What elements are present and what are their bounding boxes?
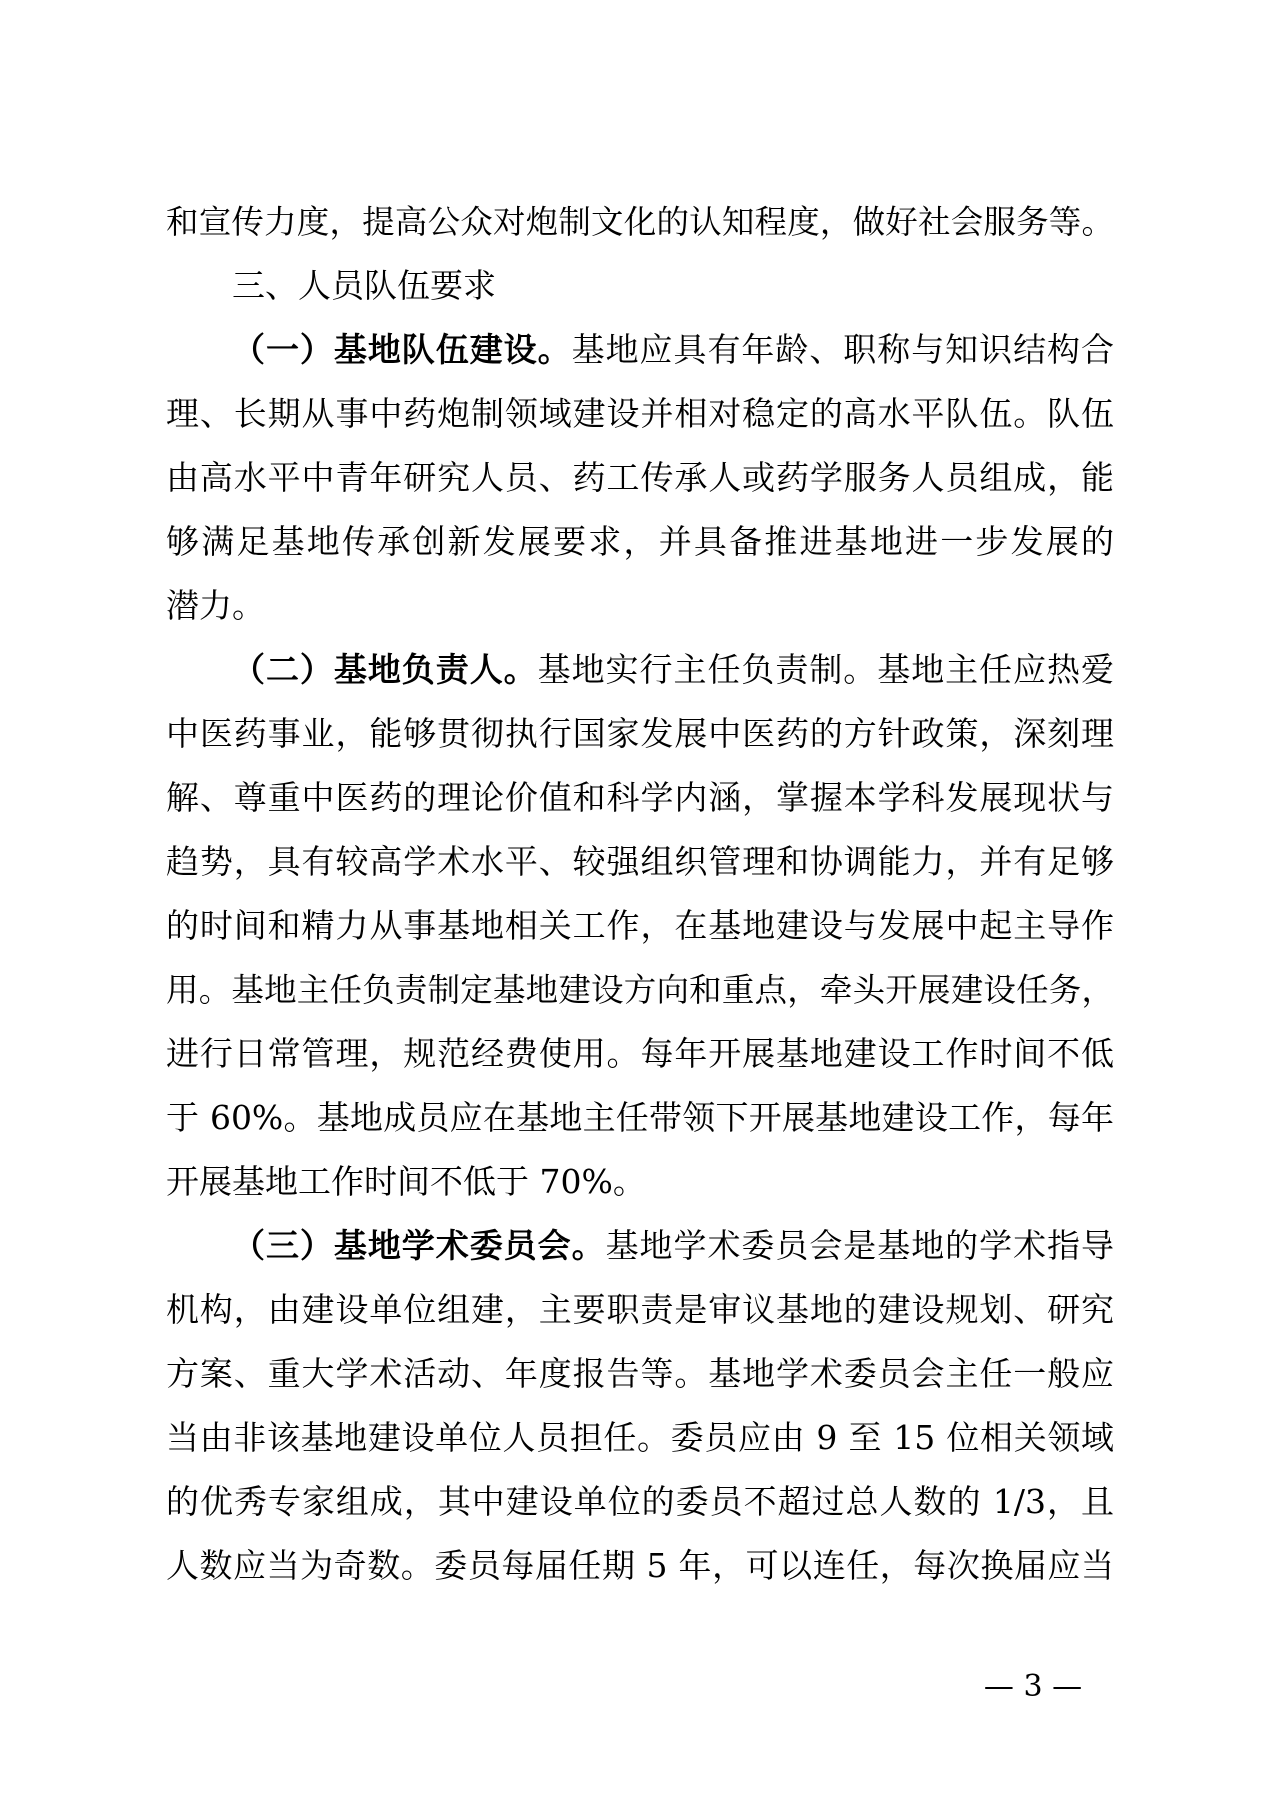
text-line: 潜力。	[166, 586, 265, 625]
paragraph-first-line	[232, 638, 1114, 702]
text-line: 由高水平中青年研究人员、药工传承人或药学服务人员组成，能	[166, 458, 1114, 497]
paragraph-text: 基地学术委员会是基地的学术指导	[605, 1226, 1115, 1265]
page-number: — 3 —	[983, 1669, 1083, 1704]
text-line: 进行日常管理，规范经费使用。每年开展基地建设工作时间不低	[166, 1034, 1114, 1073]
text-line: 够满足基地传承创新发展要求，并具备推进基地进一步发展的	[166, 522, 1114, 561]
text-line: 中医药事业，能够贯彻执行国家发展中医药的方针政策，深刻理	[166, 714, 1114, 753]
text-line: 解、尊重中医药的理论价值和科学内涵，掌握本学科发展现状与	[166, 778, 1114, 817]
paragraph-text: 基地实行主任负责制。基地主任应热爱	[537, 650, 1115, 689]
text-line: 人数应当为奇数。委员每届任期 5 年，可以连任，每次换届应当	[166, 1546, 1114, 1585]
paragraph-heading: （二）基地负责人。	[232, 650, 538, 689]
text-line: 用。基地主任负责制定基地建设方向和重点，牵头开展建设任务，	[166, 971, 1114, 1009]
paragraph-text: 基地应具有年龄、职称与知识结构合	[571, 330, 1115, 369]
text-line: 和宣传力度，提高公众对炮制文化的认知程度，做好社会服务等。	[166, 203, 1114, 241]
text-line: 方案、重大学术活动、年度报告等。基地学术委员会主任一般应	[166, 1354, 1114, 1393]
paragraph-heading: （三）基地学术委员会。	[232, 1226, 606, 1265]
section-heading: 三、人员队伍要求	[232, 266, 496, 305]
paragraph-first-line	[232, 1214, 1114, 1278]
paragraph-first-line	[232, 318, 1114, 382]
text-line: 机构，由建设单位组建，主要职责是审议基地的建设规划、研究	[166, 1290, 1114, 1329]
text-line: 的优秀专家组成，其中建设单位的委员不超过总人数的 1/3，且	[166, 1482, 1114, 1521]
text-line: 开展基地工作时间不低于 70%。	[166, 1162, 646, 1201]
text-line: 于 60%。基地成员应在基地主任带领下开展基地建设工作，每年	[166, 1098, 1114, 1137]
text-line: 趋势，具有较高学术水平、较强组织管理和协调能力，并有足够	[166, 842, 1114, 881]
text-line: 的时间和精力从事基地相关工作，在基地建设与发展中起主导作	[166, 906, 1114, 945]
paragraph-heading: （一）基地队伍建设。	[232, 330, 572, 369]
text-line: 当由非该基地建设单位人员担任。委员应由 9 至 15 位相关领域	[166, 1418, 1114, 1457]
text-line: 理、长期从事中药炮制领域建设并相对稳定的高水平队伍。队伍	[166, 394, 1114, 433]
